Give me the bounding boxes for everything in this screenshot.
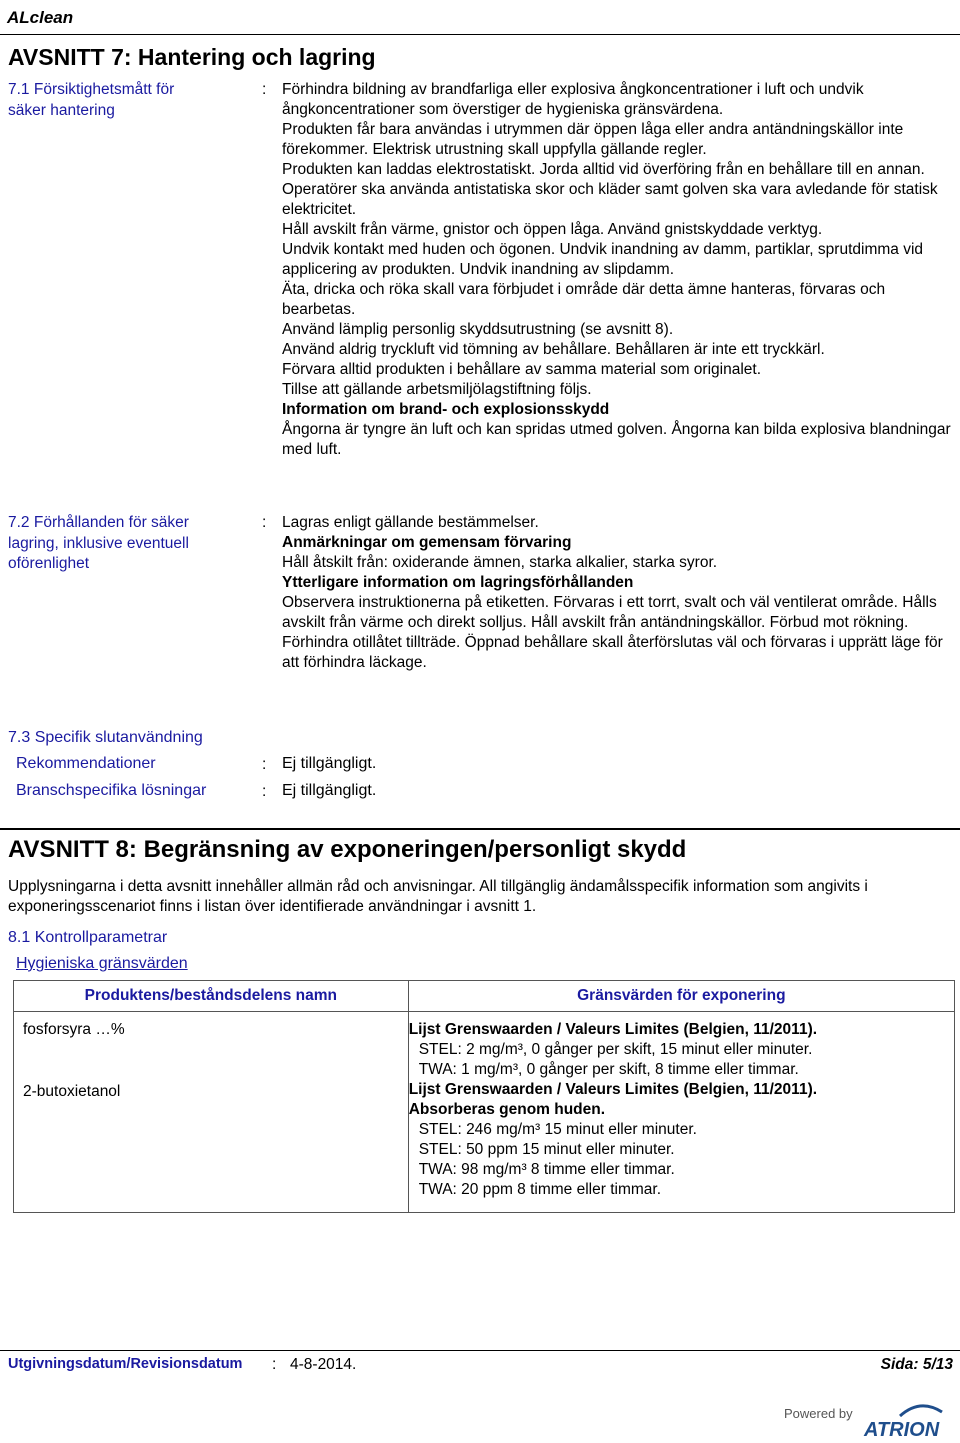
s71-label <box>8 80 248 121</box>
limit-value: STEL: 50 ppm 15 minut eller minuter. <box>418 1141 675 1158</box>
s71-line: Äta, dricka och röka skall vara förbjudet i område där detta ämne hanteras, förvaras och bearbetas. <box>282 281 886 318</box>
limit-value: TWA: 98 mg/m³ 8 timme eller timmar. <box>418 1161 675 1178</box>
s73-row2-value: Ej tillgängligt. <box>282 782 377 799</box>
limit-value: TWA: 1 mg/m³, 0 gånger per skift, 8 timme eller timmar. <box>418 1061 799 1078</box>
s71-body <box>282 80 952 460</box>
s71-line: Produkten får bara användas i utrymmen där öppen låga eller andra antändningskällor inte förekommer. Elektrisk utrustning skall uppfylla gällande regler. <box>282 121 904 158</box>
s71-line: Produkten kan laddas elektrostatiskt. Jorda alltid vid överföring från en behållare till en annan. Operatörer ska använda antistatiska skor och kläder samt golven ska vara avledande för statisk elektricitet. <box>282 161 938 218</box>
s73-row2-colon: : <box>262 783 267 800</box>
revision-date-value: 4-8-2014. <box>290 1356 357 1373</box>
s81-title: 8.1 Kontrollparametrar <box>8 929 168 946</box>
s71-line: Tillse att gällande arbetsmiljölagstiftning följs. <box>282 381 592 398</box>
section-7-title: AVSNITT 7: Hantering och lagring <box>8 44 376 70</box>
logo-text: ATRION <box>864 1419 940 1438</box>
limit-values-cell <box>408 1012 954 1213</box>
s73-row1-label: Rekommendationer <box>16 755 156 772</box>
hygiene-limits-title: Hygieniska gränsvärden <box>16 955 188 972</box>
column-header-substance: Produktens/beståndsdelens namn <box>14 981 409 1012</box>
revision-date-label: Utgivningsdatum/Revisionsdatum <box>8 1356 243 1372</box>
s71-line: Använd aldrig tryckluft vid tömning av behållare. Behållaren är inte ett tryckkärl. <box>282 341 825 358</box>
s71-line: Förvara alltid produkten i behållare av samma material som originalet. <box>282 361 761 378</box>
substance-names-cell <box>14 1012 409 1213</box>
s73-row1-colon: : <box>262 756 267 773</box>
brand-name: ALclean <box>7 8 74 27</box>
logo-swoosh-icon <box>900 1406 942 1416</box>
s71-line: Använd lämplig personlig skyddsutrustning (se avsnitt 8). <box>282 321 674 338</box>
table-header-row <box>14 981 955 1012</box>
limit-value: STEL: 2 mg/m³, 0 gånger per skift, 15 minut eller minuter. <box>418 1041 813 1058</box>
footer-divider <box>0 1350 960 1351</box>
limit-value: STEL: 246 mg/m³ 15 minut eller minuter. <box>418 1121 697 1138</box>
s72-label <box>8 513 258 575</box>
atrion-logo-graphic <box>782 1392 957 1438</box>
section-8-title: AVSNITT 8: Begränsning av exponeringen/personligt skydd <box>8 836 687 863</box>
s72-colon: : <box>262 514 267 531</box>
s73-row1-value: Ej tillgängligt. <box>282 755 377 772</box>
s72-line1: Lagras enligt gällande bestämmelser. <box>282 514 539 531</box>
s71-label-line2: säker hantering <box>8 101 115 119</box>
skin-absorption-note: Absorberas genom huden. <box>408 1101 606 1118</box>
exposure-limits-table <box>13 980 955 1213</box>
substance-name-2: 2-butoxietanol <box>23 1083 121 1100</box>
s72-heading1: Anmärkningar om gemensam förvaring <box>282 534 572 551</box>
s71-line: Håll avskilt från värme, gnistor och öppen låga. Använd gnistskyddade verktyg. <box>282 221 823 238</box>
header-divider <box>0 34 960 35</box>
s72-label-line3: oförenlighet <box>8 555 90 572</box>
atrion-logo <box>782 1392 957 1438</box>
s72-body <box>282 513 952 673</box>
powered-by-text: Powered by <box>784 1406 853 1421</box>
fire-heading: Information om brand- och explosionsskydd <box>282 401 610 418</box>
s72-text1: Håll åtskilt från: oxiderande ämnen, starka alkalier, starka syror. <box>282 554 718 571</box>
s71-colon: : <box>262 81 267 98</box>
footer-colon: : <box>272 1356 277 1373</box>
s72-label-line1: 7.2 Förhållanden för säker <box>8 514 189 531</box>
s73-title: 7.3 Specifik slutanvändning <box>8 729 203 746</box>
limit-source-1: Lijst Grenswaarden / Valeurs Limites (Belgien, 11/2011). <box>408 1021 818 1038</box>
page-number: Sida: 5/13 <box>880 1356 953 1373</box>
s8-intro: Upplysningarna i detta avsnitt innehåller allmän råd och anvisningar. All tillgänglig ändamålsspecifik information som angivits i exponeringsscenariot finns i listan över identifierade användningar i avsnitt 1. <box>8 878 868 915</box>
s72-label-line2: lagring, inklusive eventuell <box>8 534 189 552</box>
s72-text2: Observera instruktionerna på etiketten. Förvaras i ett torrt, svalt och väl ventilerat område. Hålls avskilt från värme och direkt solljus. Håll avskilt från antändningskällor. Förbud mot rökning. Förhindra otillåtet tillträde. Öppnad behållare skall återförslutas väl och förvaras i upprätt läge för att förhindra läckage. <box>282 594 943 671</box>
s71-label-line1: 7.1 Försiktighetsmått för <box>8 81 175 98</box>
limit-value: TWA: 20 ppm 8 timme eller timmar. <box>418 1181 661 1198</box>
table-row <box>14 1012 955 1213</box>
limit-source-2: Lijst Grenswaarden / Valeurs Limites (Belgien, 11/2011). <box>408 1081 818 1098</box>
substance-name-1: fosforsyra …% <box>23 1021 125 1038</box>
s71-line: Förhindra bildning av brandfarliga eller explosiva ångkoncentrationer i luft och undvik ångkoncentrationer som överstiger de hygieniska gränsvärdena. <box>282 81 864 118</box>
s71-line: Undvik kontakt med huden och ögonen. Undvik inandning av damm, partiklar, sprutdimma vid applicering av produkten. Undvik inandning av slipdamm. <box>282 241 924 278</box>
s73-row2-label: Branschspecifika lösningar <box>16 782 207 799</box>
s72-heading2: Ytterligare information om lagringsförhållanden <box>282 574 634 591</box>
section-8-divider <box>0 828 960 830</box>
fire-text: Ångorna är tyngre än luft och kan spridas utmed golven. Ångorna kan bilda explosiva blandningar med luft. <box>282 421 951 458</box>
column-header-limits: Gränsvärden för exponering <box>408 981 954 1012</box>
